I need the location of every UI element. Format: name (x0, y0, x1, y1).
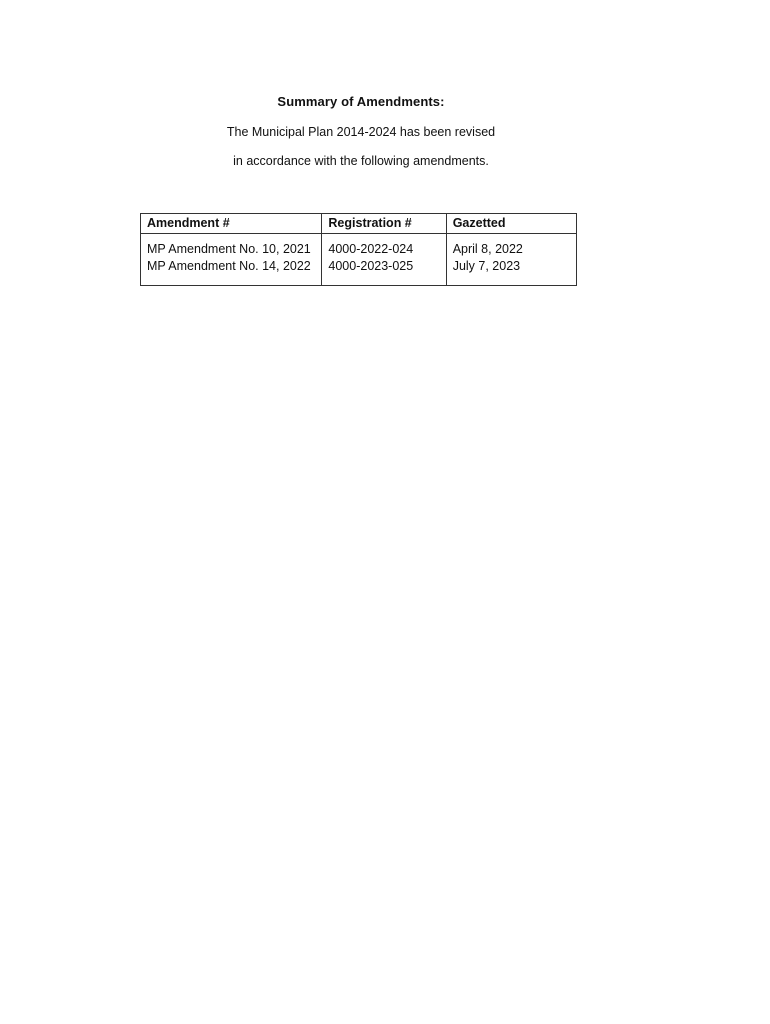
registration-cell (322, 234, 446, 286)
gazetted-cell (446, 234, 576, 286)
registration-number: 4000-2022-024 (328, 242, 414, 256)
amendment-cell (141, 234, 322, 286)
amendment-name: MP Amendment No. 10, 2021 (147, 242, 311, 256)
gazetted-date: April 8, 2022 (452, 242, 523, 256)
intro-line-1: The Municipal Plan 2014-2024 has been revised (226, 125, 496, 139)
intro-line-2: in accordance with the following amendments. (233, 154, 489, 168)
table-header-row (141, 214, 577, 234)
table-row (141, 234, 577, 286)
gazetted-date: July 7, 2023 (452, 259, 521, 273)
registration-number: 4000-2023-025 (328, 259, 414, 273)
header-registration: Registration # (322, 214, 446, 234)
header-amendment: Amendment # (141, 214, 322, 234)
amendment-name: MP Amendment No. 14, 2022 (147, 259, 311, 273)
document-title: Summary of Amendments: (277, 94, 445, 109)
amendments-table (140, 213, 577, 286)
header-gazetted: Gazetted (446, 214, 576, 234)
